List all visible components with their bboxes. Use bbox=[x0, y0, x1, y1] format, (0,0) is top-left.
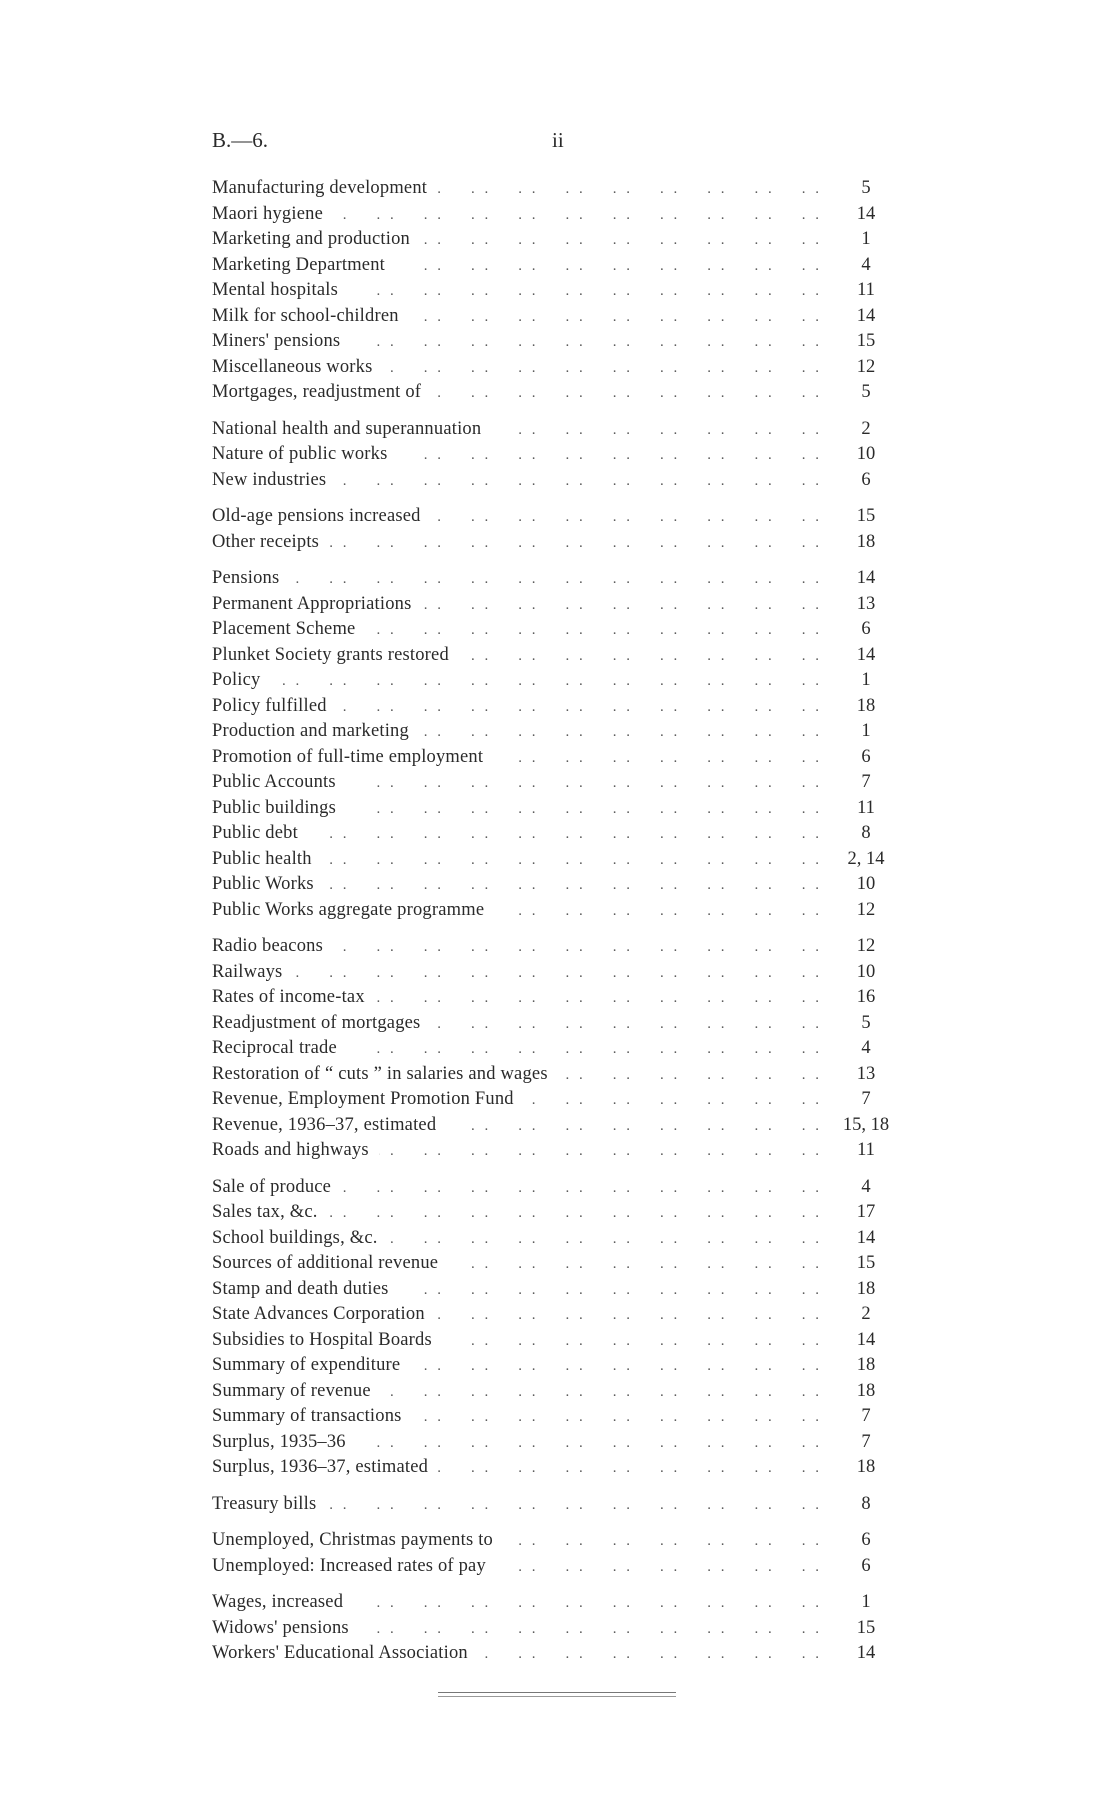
entry-label: Radio beacons bbox=[212, 936, 323, 956]
dot-leader bbox=[446, 1114, 822, 1140]
index-entry bbox=[212, 329, 902, 355]
index-entry bbox=[212, 380, 902, 406]
index-entry bbox=[212, 745, 902, 771]
dot-leader bbox=[379, 1139, 822, 1165]
entry-page-number: 12 bbox=[856, 899, 876, 920]
entry-page-number: 12 bbox=[856, 356, 876, 377]
entry-label: Summary of transactions bbox=[212, 1406, 402, 1426]
dot-leader bbox=[410, 1354, 822, 1380]
entry-page-number: 18 bbox=[856, 531, 876, 552]
index-entry bbox=[212, 821, 902, 847]
entry-page-number: 1 bbox=[861, 229, 871, 249]
entry-label: Marketing and production bbox=[212, 229, 410, 249]
entry-page-number: 15 bbox=[856, 331, 876, 351]
entry-label: Surplus, 1936–37, estimated bbox=[212, 1457, 429, 1477]
entry-label: Restoration of “ cuts ” in salaries and wages bbox=[212, 1063, 548, 1084]
entry-label: Roads and highways bbox=[212, 1140, 369, 1160]
entry-label: Summary of expenditure bbox=[212, 1355, 401, 1375]
dot-leader bbox=[322, 848, 822, 874]
entry-page-number: 5 bbox=[861, 178, 871, 198]
dot-leader bbox=[437, 177, 822, 203]
dot-leader bbox=[375, 986, 822, 1012]
dot-leader bbox=[503, 1529, 822, 1555]
index-entry bbox=[212, 1641, 902, 1667]
dot-leader bbox=[353, 1591, 822, 1617]
entry-page-number: 6 bbox=[861, 469, 871, 490]
dot-leader bbox=[347, 1037, 822, 1063]
entry-page-number: 14 bbox=[856, 1227, 876, 1248]
dot-leader bbox=[329, 531, 822, 557]
entry-page-number: 18 bbox=[856, 1380, 876, 1401]
entry-page-number: 7 bbox=[861, 1406, 871, 1426]
index-entry bbox=[212, 1430, 902, 1456]
entry-page-number: 16 bbox=[856, 987, 876, 1007]
entry-page-number: 4 bbox=[861, 1038, 871, 1058]
index-entry bbox=[212, 202, 902, 228]
entry-page-number: 6 bbox=[861, 1555, 871, 1576]
entry-label: Placement Scheme bbox=[212, 619, 356, 639]
dot-leader bbox=[333, 935, 822, 961]
entry-page-number: 13 bbox=[856, 593, 876, 614]
entry-page-number: 14 bbox=[856, 203, 876, 224]
dot-leader bbox=[435, 1303, 822, 1329]
index-entry bbox=[212, 985, 902, 1011]
index-entry bbox=[212, 1062, 902, 1088]
entry-page-number: 18 bbox=[856, 1355, 876, 1375]
entry-label: Reciprocal trade bbox=[212, 1038, 337, 1058]
index-entry bbox=[212, 592, 902, 618]
entry-label: Sources of additional revenue bbox=[212, 1253, 439, 1273]
entry-label: Revenue, Employment Promotion Fund bbox=[212, 1089, 514, 1109]
entry-label: Summary of revenue bbox=[212, 1380, 371, 1401]
index-entry bbox=[212, 719, 902, 745]
index-entry bbox=[212, 1277, 902, 1303]
entry-label: Pensions bbox=[212, 568, 280, 588]
entry-label: Other receipts bbox=[212, 531, 320, 552]
entry-page-number: 8 bbox=[861, 1493, 871, 1514]
entry-label: Unemployed, Christmas payments to bbox=[212, 1530, 493, 1550]
index-group-n bbox=[212, 417, 902, 494]
entry-label: Policy bbox=[212, 670, 261, 690]
entry-label: Wages, increased bbox=[212, 1592, 344, 1612]
dot-leader bbox=[341, 1176, 822, 1202]
entry-label: Public buildings bbox=[212, 797, 336, 818]
dot-leader bbox=[395, 254, 822, 280]
entry-page-number: 4 bbox=[861, 1176, 871, 1197]
entry-label: Rates of income-tax bbox=[212, 987, 365, 1007]
entry-label: Milk for school-children bbox=[212, 305, 399, 326]
dot-leader bbox=[420, 228, 822, 254]
entry-label: Public Works aggregate programme bbox=[212, 899, 485, 920]
entry-page-number: 6 bbox=[861, 1530, 871, 1550]
entry-label: Surplus, 1935–36 bbox=[212, 1431, 346, 1452]
entry-page-number: 18 bbox=[856, 1278, 876, 1299]
entry-page-number: 11 bbox=[857, 280, 875, 300]
dot-leader bbox=[430, 1012, 822, 1038]
index-group-m bbox=[212, 176, 902, 406]
entry-page-number: 12 bbox=[856, 936, 876, 956]
index-entry bbox=[212, 1353, 902, 1379]
dot-leader bbox=[337, 695, 822, 721]
dot-leader bbox=[336, 469, 822, 495]
entry-label: Public health bbox=[212, 848, 312, 869]
index-entry bbox=[212, 1554, 902, 1580]
dot-leader bbox=[397, 443, 822, 469]
entry-page-number: 13 bbox=[856, 1063, 876, 1084]
dot-leader bbox=[494, 899, 822, 925]
entry-label: Public Accounts bbox=[212, 772, 336, 792]
dot-leader bbox=[289, 567, 822, 593]
entry-label: School buildings, &c. bbox=[212, 1227, 378, 1248]
index-entry bbox=[212, 566, 902, 592]
dot-leader bbox=[356, 1431, 822, 1457]
index-entry bbox=[212, 847, 902, 873]
dot-leader bbox=[409, 305, 822, 331]
dot-leader bbox=[365, 618, 822, 644]
dot-leader bbox=[438, 1456, 822, 1482]
index-entry bbox=[212, 1328, 902, 1354]
dot-leader bbox=[326, 1493, 822, 1519]
entry-label: Readjustment of mortgages bbox=[212, 1012, 421, 1033]
index-entry bbox=[212, 227, 902, 253]
dot-leader bbox=[493, 746, 822, 772]
index-group-s bbox=[212, 1175, 902, 1481]
dot-leader bbox=[346, 797, 822, 823]
index-entry bbox=[212, 1590, 902, 1616]
dot-leader bbox=[431, 381, 822, 407]
entry-page-number: 14 bbox=[856, 644, 876, 665]
index-entry bbox=[212, 253, 902, 279]
entry-page-number: 18 bbox=[856, 1457, 876, 1477]
entry-label: Railways bbox=[212, 961, 283, 982]
dot-leader bbox=[308, 822, 822, 848]
index-entry bbox=[212, 1175, 902, 1201]
entry-page-number: 6 bbox=[861, 746, 871, 767]
dot-leader bbox=[270, 669, 822, 695]
index-entry bbox=[212, 468, 902, 494]
document-reference: B.—6. bbox=[212, 128, 269, 152]
index-entry bbox=[212, 898, 902, 924]
index-entry bbox=[212, 355, 902, 381]
entry-page-number: 4 bbox=[861, 254, 871, 275]
index-entry bbox=[212, 1087, 902, 1113]
index-entry bbox=[212, 1036, 902, 1062]
dot-leader bbox=[292, 961, 822, 987]
entry-label: Old-age pensions increased bbox=[212, 506, 421, 526]
entry-page-number: 7 bbox=[861, 1431, 871, 1452]
index-entry bbox=[212, 770, 902, 796]
entry-label: Marketing Department bbox=[212, 254, 386, 275]
index-entry bbox=[212, 796, 902, 822]
index-entry bbox=[212, 872, 902, 898]
entry-label: National health and superannuation bbox=[212, 418, 482, 439]
entry-label: Sales tax, &c. bbox=[212, 1202, 318, 1222]
entry-label: Public debt bbox=[212, 823, 298, 843]
entry-label: Nature of public works bbox=[212, 444, 388, 464]
index-entry bbox=[212, 1302, 902, 1328]
entry-page-number: 10 bbox=[856, 874, 876, 894]
dot-leader bbox=[419, 720, 822, 746]
dot-leader bbox=[333, 203, 822, 229]
entry-label: Maori hygiene bbox=[212, 203, 323, 224]
index-entry bbox=[212, 304, 902, 330]
entry-page-number: 5 bbox=[861, 382, 871, 402]
index-entry bbox=[212, 442, 902, 468]
entry-label: Permanent Appropriations bbox=[212, 593, 412, 614]
index-entry bbox=[212, 668, 902, 694]
entry-label: Workers' Educational Association bbox=[212, 1643, 468, 1663]
entry-page-number: 14 bbox=[856, 305, 876, 326]
dot-leader bbox=[399, 1278, 822, 1304]
entry-page-number: 17 bbox=[856, 1202, 876, 1222]
index-entry bbox=[212, 1455, 902, 1481]
index-group-o bbox=[212, 504, 902, 555]
index-entry bbox=[212, 504, 902, 530]
dot-leader bbox=[383, 356, 822, 382]
entry-page-number: 2, 14 bbox=[847, 848, 885, 869]
entry-page-number: 10 bbox=[856, 444, 876, 464]
index-entry bbox=[212, 176, 902, 202]
index-entry bbox=[212, 694, 902, 720]
index-entry bbox=[212, 934, 902, 960]
index-entry bbox=[212, 1404, 902, 1430]
dot-leader bbox=[381, 1380, 822, 1406]
index-entry bbox=[212, 617, 902, 643]
index-entry bbox=[212, 1492, 902, 1518]
index-entry bbox=[212, 1379, 902, 1405]
page-number: ii bbox=[552, 128, 564, 152]
index-group-t bbox=[212, 1492, 902, 1518]
entry-label: Policy fulfilled bbox=[212, 695, 327, 716]
entry-label: Sale of produce bbox=[212, 1176, 332, 1197]
entry-page-number: 7 bbox=[861, 772, 871, 792]
entry-label: Mortgages, readjustment of bbox=[212, 382, 422, 402]
entry-page-number: 1 bbox=[861, 1592, 871, 1612]
footer-rule bbox=[438, 1692, 676, 1697]
dot-leader bbox=[346, 771, 822, 797]
dot-leader bbox=[350, 330, 822, 356]
dot-leader bbox=[328, 1201, 822, 1227]
dot-leader bbox=[478, 1642, 822, 1668]
dot-leader bbox=[388, 1227, 822, 1253]
entry-label: Miscellaneous works bbox=[212, 356, 373, 377]
entry-label: Plunket Society grants restored bbox=[212, 644, 449, 665]
entry-label: Revenue, 1936–37, estimated bbox=[212, 1114, 437, 1135]
entry-page-number: 11 bbox=[857, 1140, 875, 1160]
entry-page-number: 2 bbox=[861, 1304, 871, 1324]
index-entry bbox=[212, 1138, 902, 1164]
entry-label: Widows' pensions bbox=[212, 1617, 349, 1638]
entry-page-number: 15 bbox=[856, 1253, 876, 1273]
entry-label: Mental hospitals bbox=[212, 280, 339, 300]
index-entry bbox=[212, 643, 902, 669]
index-entry bbox=[212, 530, 902, 556]
index-group-p bbox=[212, 566, 902, 923]
entry-page-number: 7 bbox=[861, 1089, 871, 1109]
index-entry bbox=[212, 417, 902, 443]
entry-label: Public Works bbox=[212, 874, 314, 894]
index-entry bbox=[212, 278, 902, 304]
index-group-w bbox=[212, 1590, 902, 1667]
entry-page-number: 1 bbox=[861, 670, 871, 690]
index-entry bbox=[212, 1251, 902, 1277]
index-entry bbox=[212, 1616, 902, 1642]
index-entry bbox=[212, 1113, 902, 1139]
dot-leader bbox=[496, 1555, 822, 1581]
entry-page-number: 5 bbox=[861, 1012, 871, 1033]
dot-leader bbox=[324, 873, 822, 899]
entry-label: New industries bbox=[212, 469, 327, 490]
entry-page-number: 2 bbox=[861, 418, 871, 439]
index-entry bbox=[212, 960, 902, 986]
entry-page-number: 18 bbox=[856, 695, 876, 716]
index-group-u bbox=[212, 1528, 902, 1579]
entry-page-number: 15 bbox=[856, 506, 876, 526]
dot-leader bbox=[412, 1405, 822, 1431]
dot-leader bbox=[459, 644, 822, 670]
dot-leader bbox=[442, 1329, 822, 1355]
entry-label: Treasury bills bbox=[212, 1493, 317, 1514]
entry-page-number: 15, 18 bbox=[842, 1114, 890, 1135]
entry-page-number: 11 bbox=[857, 797, 875, 818]
entry-page-number: 15 bbox=[856, 1617, 876, 1638]
entry-label: State Advances Corporation bbox=[212, 1304, 425, 1324]
entry-page-number: 6 bbox=[861, 619, 871, 639]
dot-leader bbox=[491, 418, 822, 444]
page-header bbox=[212, 128, 912, 158]
entry-page-number: 14 bbox=[856, 568, 876, 588]
entry-label: Production and marketing bbox=[212, 721, 409, 741]
entry-page-number: 10 bbox=[856, 961, 876, 982]
entry-label: Unemployed: Increased rates of pay bbox=[212, 1555, 486, 1576]
index-group-r bbox=[212, 934, 902, 1164]
index-entry bbox=[212, 1200, 902, 1226]
dot-leader bbox=[431, 505, 822, 531]
index-entry bbox=[212, 1528, 902, 1554]
dot-leader bbox=[348, 279, 822, 305]
entry-label: Manufacturing development bbox=[212, 178, 428, 198]
dot-leader bbox=[558, 1063, 822, 1089]
index-entry bbox=[212, 1011, 902, 1037]
dot-leader bbox=[524, 1088, 822, 1114]
entry-page-number: 14 bbox=[856, 1329, 876, 1350]
entry-page-number: 14 bbox=[856, 1643, 876, 1663]
entry-label: Subsidies to Hospital Boards bbox=[212, 1329, 432, 1350]
dot-leader bbox=[359, 1617, 822, 1643]
entry-label: Stamp and death duties bbox=[212, 1278, 389, 1299]
index-list bbox=[212, 176, 902, 1678]
entry-label: Promotion of full-time employment bbox=[212, 746, 484, 767]
dot-leader bbox=[422, 593, 822, 619]
dot-leader bbox=[448, 1252, 822, 1278]
entry-page-number: 1 bbox=[861, 721, 871, 741]
index-entry bbox=[212, 1226, 902, 1252]
entry-page-number: 8 bbox=[861, 823, 871, 843]
entry-label: Miners' pensions bbox=[212, 331, 341, 351]
